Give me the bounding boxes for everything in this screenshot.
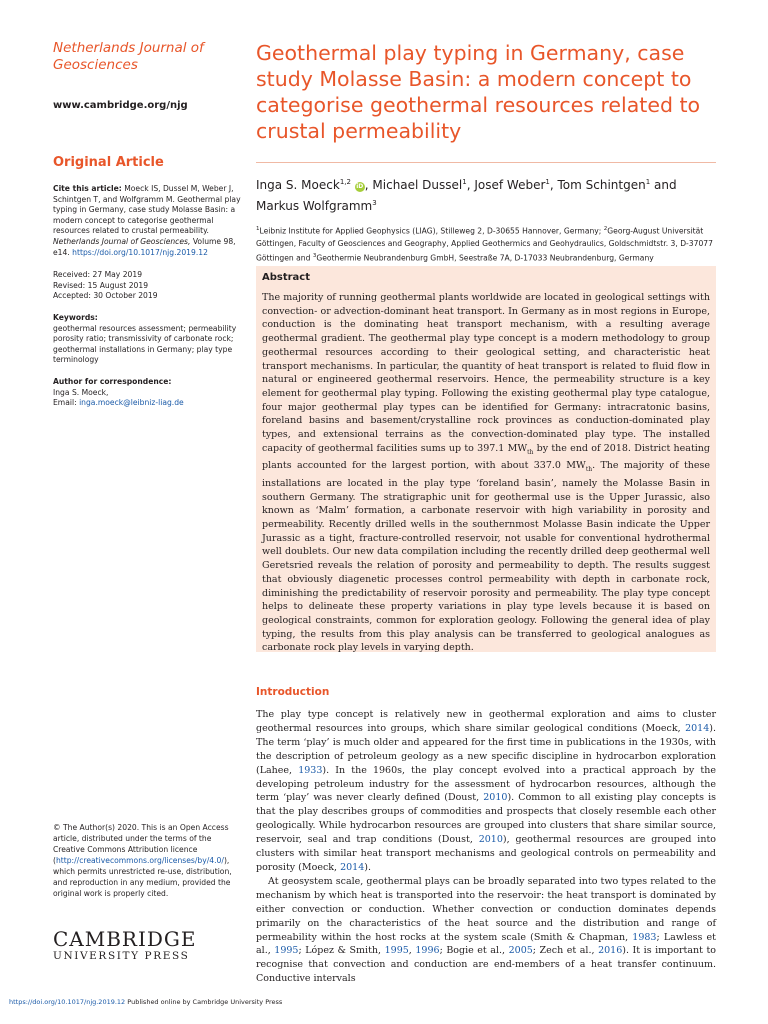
- citation-link[interactable]: 1996: [415, 945, 440, 957]
- text-segment: ; Bogie et al.,: [439, 945, 509, 957]
- citation-block: [53, 184, 241, 258]
- date-revised: Revised: 15 August 2019: [53, 280, 149, 290]
- correspondence-email-row: [53, 398, 241, 409]
- license-notice: [53, 822, 241, 899]
- sidebar: [53, 40, 241, 409]
- intro-paragraph: [256, 708, 716, 875]
- citation-link[interactable]: 1995: [274, 945, 299, 957]
- citation-link[interactable]: 2014: [685, 722, 710, 734]
- citation-doi-link[interactable]: https://doi.org/10.1017/njg.2019.12: [72, 247, 208, 257]
- affiliation-text: Geothermie Neubrandenburg GmbH, Seestraße 7A, D-17033 Neubrandenburg, Germany: [316, 253, 654, 263]
- license-link[interactable]: http://creativecommons.org/licenses/by/4.0/: [55, 856, 224, 865]
- citation-volume: Volume 98, e14.: [53, 236, 236, 257]
- license-text-before: © The Author(s) 2020. This is an Open Access article, distributed under the terms of the Creative Commons Attribution licence (: [53, 823, 229, 865]
- affiliation-text: Leibniz Institute for Applied Geophysics (LIAG), Stilleweg 2, D-30655 Hannover, Germany;: [259, 226, 604, 236]
- text-segment: ; Lawless et al.,: [256, 931, 716, 957]
- journal-name: Netherlands Journal of Geosciences: [53, 40, 204, 73]
- email-label: Email:: [53, 398, 77, 408]
- affil-sup: 3: [312, 253, 317, 260]
- author-sup: 1: [645, 178, 651, 186]
- keywords-text: geothermal resources assessment; permeability porosity ratio; transmissivity of carbonate rock; geothermal installations in Germany; play type terminology: [53, 323, 237, 365]
- date-accepted: Accepted: 30 October 2019: [53, 291, 158, 301]
- introduction-section: [256, 686, 716, 986]
- author-sup: 1,2: [339, 178, 351, 186]
- title-divider: [256, 162, 716, 163]
- citation-link[interactable]: 1983: [632, 931, 657, 943]
- abstract-heading: Abstract: [262, 272, 311, 283]
- text-segment: ; Zech et al.,: [532, 945, 599, 957]
- abstract-sub: th: [527, 448, 534, 456]
- journal-url[interactable]: www.cambridge.org/njg: [53, 100, 188, 111]
- author-sup: 1: [545, 178, 550, 186]
- article-type: Original Article: [53, 155, 164, 170]
- text-segment: ; López & Smith,: [298, 945, 385, 957]
- introduction-heading: Introduction: [256, 686, 330, 698]
- footer-doi-link[interactable]: https://doi.org/10.1017/njg.2019.12: [9, 998, 126, 1006]
- author-sup: 1: [462, 178, 467, 186]
- citation-label: Cite this article:: [53, 184, 122, 193]
- article-header: [256, 40, 716, 265]
- license-text-after: ), which permits unrestricted re-use, distribution, and reproduction in any medium, provided the original work is properly cited.: [53, 856, 232, 898]
- citation-link[interactable]: 1933: [298, 764, 323, 776]
- author-name[interactable]: Inga S. Moeck: [256, 178, 340, 192]
- citation-text: Moeck IS, Dussel M, Weber J, Schintgen T, and Wolfgramm M. Geothermal play typing in Germany, case study Molasse Basin: a modern concept to categorise geothermal resources related to crustal permeability.: [53, 184, 241, 236]
- keywords-block: [53, 313, 241, 366]
- abstract-segment: by the end of 2018. District heating plants accounted for the largest portion, with about 337.0 MW: [262, 442, 710, 472]
- intro-paragraph: [256, 875, 716, 986]
- text-segment: ). Common to all existing play concepts is that the play describes groups of commodities and prospects that closely resemble each other geologically. While hydrocarbon resources are grouped into clusters that share similar source, reservoir, seal and trap conditions (Doust,: [256, 792, 716, 846]
- citation-link[interactable]: 1995: [384, 945, 409, 957]
- author-name[interactable]: and Markus Wolfgramm: [256, 178, 677, 213]
- affil-sup: 2: [603, 226, 608, 232]
- correspondence-label: Author for correspondence:: [53, 376, 172, 386]
- text-segment: At geosystem scale, geothermal plays can be broadly separated into two types related to the mechanism by which heat is transported into the reservoir: the heat transport is dominated by either convection or conduction. Whether convection or conduction dominates depends primarily on the characteristics of the heat source and the distribution and range of permeability within the host rocks at the system scale (Smith & Chapman,: [256, 875, 716, 943]
- author-sup: 3: [372, 199, 377, 207]
- abstract-sub: th: [585, 466, 593, 474]
- orcid-icon[interactable]: iD: [356, 183, 364, 190]
- text-segment: ), geothermal resources are grouped into clusters with similar heat transport mechanisms and geological controls on permeability and porosity (Moeck,: [256, 834, 716, 873]
- author-name[interactable]: , Tom Schintgen: [549, 178, 646, 192]
- abstract-box: [256, 266, 716, 652]
- correspondence-block: [53, 377, 241, 409]
- page-footer: [9, 998, 282, 1006]
- correspondence-name: Inga S. Moeck,: [53, 387, 109, 397]
- text-segment: ). It is important to recognise that convection and conduction are end-members of a heat transfer continuum. Conductive intervals: [256, 945, 717, 985]
- citation-link[interactable]: 2010: [478, 834, 503, 846]
- author-name[interactable]: , Josef Weber: [466, 178, 546, 192]
- citation-link[interactable]: 2010: [483, 792, 508, 804]
- text-segment: ). In the 1960s, the play concept evolved into a practical approach by the developing petroleum industry for the assessment of hydrocarbon resources, although the term ‘play’ was never clearly defined (Doust,: [256, 764, 716, 804]
- abstract-segment: The majority of running geothermal plants worldwide are located in geological settings with convection- or advection-dominant heat transport. In Germany as in most regions in Europe, conduction is the dominating heat transport mechanism, with a resulting average geothermal gradient. The geothermal play type concept is a modern methodology to group geothermal resources according to their geological setting, and characteristic heat transport mechanisms. In particular, the quantity of heat transport is related to fluid flow in natural or engineered geothermal reservoirs. Hence, the permeability structure is a key element for geothermal play typing. Following the existing geothermal play type catalogue, four major geothermal play types can be identified for Germany: intracratonic basins, foreland basins and basement/crystalline rock provinces as conduction-dominated play types, and extensional terrains as the convection-dominated play type. The installed capacity of geothermal facilities sums up to 397.1 MW: [262, 292, 710, 454]
- text-segment: ,: [408, 945, 416, 957]
- author-list: [256, 173, 716, 215]
- cambridge-logo: [53, 928, 203, 962]
- correspondence-email-link[interactable]: inga.moeck@leibniz-liag.de: [79, 398, 184, 408]
- publisher-main: CAMBRIDGE: [53, 927, 197, 951]
- affiliation-text: Georg-August Universität Göttingen, Faculty of Geosciences and Geography, Applied Geothermics and Geohydraulics, Goldschmidtstr. 3, D-37077 Göttingen and: [256, 226, 713, 263]
- author-name[interactable]: , Michael Dussel: [364, 178, 463, 192]
- affiliations: [256, 223, 716, 265]
- citation-link[interactable]: 2016: [598, 945, 623, 957]
- footer-text: Published online by Cambridge University Press: [125, 998, 283, 1006]
- text-segment: The play type concept is relatively new in geothermal exploration and aims to cluster geothermal resources into groups, which share similar geological conditions (Moeck,: [256, 709, 716, 734]
- citation-link[interactable]: 2005: [508, 945, 533, 957]
- citation-journal: Netherlands Journal of Geosciences,: [53, 236, 191, 246]
- text-segment: ). The term ‘play’ is much older and appeared for the first time in publications in the 1930s, with the description of petroleum geology as a new specific discipline in hydrocarbon exploration (Lahee,: [256, 722, 716, 776]
- keywords-label: Keywords:: [53, 312, 98, 322]
- date-received: Received: 27 May 2019: [53, 270, 143, 280]
- article-dates: [53, 270, 241, 302]
- abstract-segment: . The majority of these installations are located in the play type ‘foreland basin’, namely the Molasse Basin in southern Germany. The stratigraphic unit for geothermal use is the Upper Jurassic, also known as ‘Malm’ formation, a carbonate reservoir with high variability in porosity and permeability. Recently drilled wells in the southernmost Molasse Basin indicate the Upper Jurassic as a tight, fracture-controlled reservoir, not usable for conventional hydrothermal well doublets. Our new data compilation including the recently drilled deep geothermal well Geretsried reveals the relation of porosity and permeability to depth. The results suggest that obviously diagenetic processes control permeability with depth in carbonate rock, diminishing the predictability of reservoir porosity and permeability. The play type concept helps to delineate these property variations in play type levels because it is based on geological constraints, common for exploration geology. Following the general idea of play typing, the results from this play analysis can be transferred to geological analogues as carbonate rock play levels in varying depth.: [262, 460, 711, 654]
- text-segment: ).: [364, 861, 371, 873]
- citation-link[interactable]: 2014: [340, 861, 365, 873]
- affil-sup: 1: [256, 226, 260, 232]
- abstract-text: [262, 291, 710, 655]
- publisher-sub: UNIVERSITY PRESS: [53, 950, 190, 962]
- article-title: Geothermal play typing in Germany, case study Molasse Basin: a modern concept to categorise geothermal resources related to crustal permeability: [256, 41, 701, 143]
